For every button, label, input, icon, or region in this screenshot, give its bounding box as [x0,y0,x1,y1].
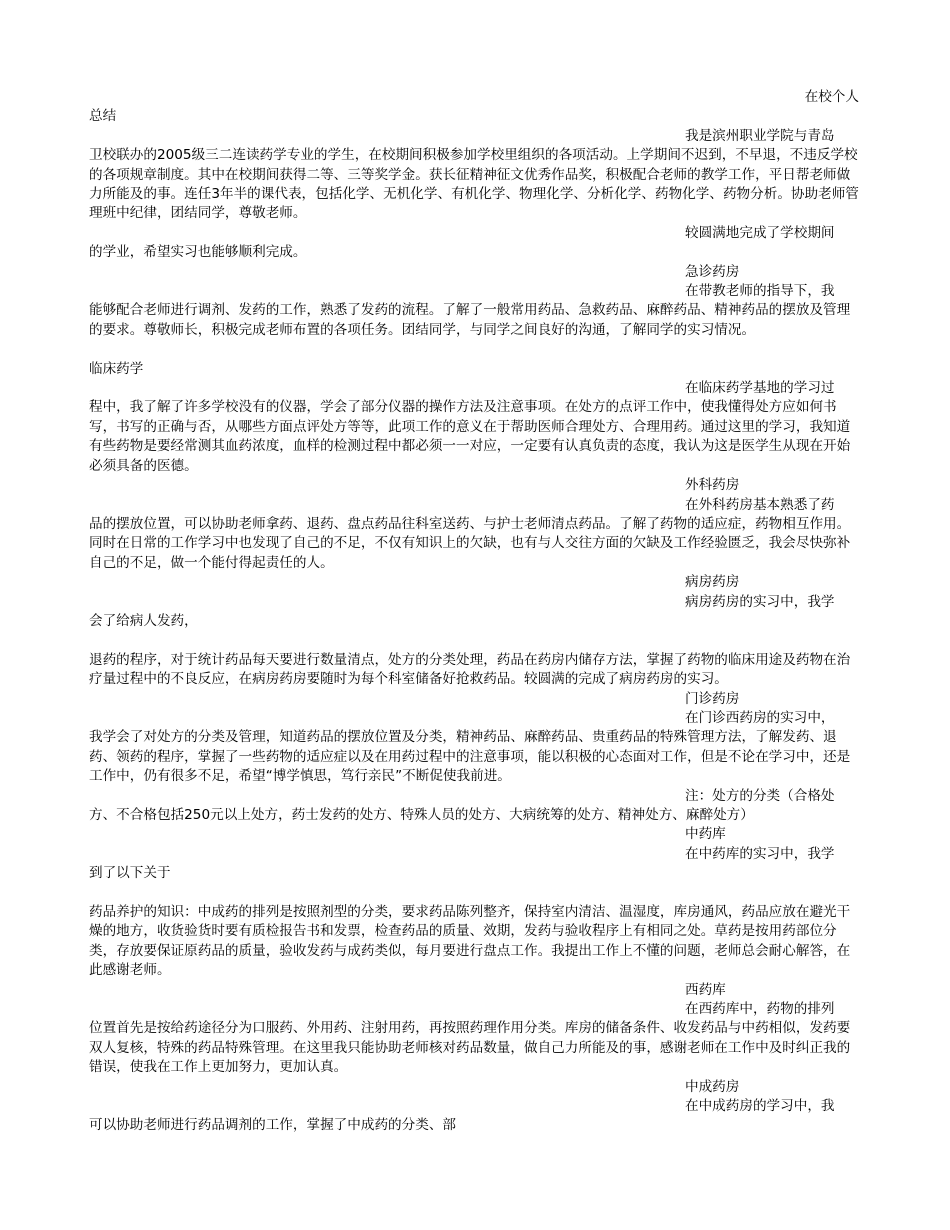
paragraph-body: 会了给病人发药， [89,612,198,629]
paragraph-body: 退药的程序，对于统计药品每天要进行数量清点，处方的分类处理，药品在药房内储存方法，掌握了药物的临床用途及药物在治疗量过程中的不良反应，在病房药房要随时为每个科室储备好抢救药品。较圆满的完成了病房药房的实习。 [89,651,851,688]
paragraph-lead: 注：处方的分类（合格处 [685,787,835,804]
paragraph-body: 的学业，希望实习也能够顺利完成。 [89,244,307,261]
paragraph-body: 品的摆放位置，可以协助老师拿药、退药、盘点药品往科室送药、与护士老师清点药品。了解了药物的适应症，药物相互作用。同时在日常的工作学习中也发现了自己的不足，不仅有知识上的欠缺，也有与人交往方面的欠缺及工作经验匮乏，我会尽快弥补自己的不足，做一个能付得起责任的人。 [89,515,851,571]
section-heading-tcm-store: 中药库 [685,826,726,843]
paragraph-lead: 较圆满地完成了学校期间 [685,224,835,241]
paragraph-body: 卫校联办的2005级三二连读药学专业的学生，在校期间积极参加学校里组织的各项活动。上学期间不迟到，不早退，不违反学校的各项规章制度。其中在校期间获得二等、三等奖学金。获长征精神征文优秀作品奖，积极配合老师的教学工作，平日帮老师做力所能及的事。连任3年半的课代表，包括化学、无机化学、有机化学、物理化学、分析化学、药物化学、药物分析。协助老师管理班中纪律，团结同学，尊敬老师。 [89,147,859,222]
paragraph-body: 位置首先是按给药途径分为口服药、外用药、注射用药，再按照药理作用分类。库房的储备条件、收发药品与中药相似，发药要双人复核，特殊的药品特殊管理。在这里我只能协助老师核对药品数量，做自己力所能及的事，感谢老师在工作中及时纠正我的错误，使我在工作上更加努力，更加认真。 [89,1020,851,1076]
title-part-1: 在校个人 [804,89,859,105]
paragraph-body: 可以协助老师进行药品调剂的工作，掌握了中成药的分类、部 [89,1117,457,1134]
paragraph-lead: 在门诊西药房的实习中， [685,709,835,726]
section-heading-western-store: 西药库 [685,981,726,998]
section-heading-surgical: 外科药房 [685,477,740,494]
document-body [89,88,859,1136]
blank-line [89,884,859,903]
paragraph-lead: 在中成药房的学习中，我 [685,1098,835,1115]
paragraph-body: 方、不合格包括250元以上处方，药士发药的处方、特殊人员的处方、大病统筹的处方、精神处方、麻醉处方） [89,807,754,823]
paragraph-lead: 我是滨州职业学院与青岛 [685,127,835,144]
paragraph-lead: 在带教老师的指导下，我 [685,283,835,300]
paragraph-body: 能够配合老师进行调剂、发药的工作，熟悉了发药的流程。了解了一般常用药品、急救药品、麻醉药品、精神药品的摆放及管理的要求。尊敬师长，积极完成老师布置的各项任务。团结同学，与同学之间良好的沟通，了解同学的实习情况。 [89,302,851,338]
paragraph-lead: 病房药房的实习中，我学 [685,593,835,610]
paragraph-lead: 在西药库中，药物的排列 [685,1001,835,1018]
section-heading-clinical: 临床药学 [89,360,144,377]
paragraph-body: 药品养护的知识：中成药的排列是按照剂型的分类，要求药品陈列整齐，保持室内清洁、温湿度，库房通风，药品应放在避光干燥的地方，收货验货时要有质检报告书和发票，检查药品的质量、效期，发药与验收程序上有相同之处。草药是按用药部位分类，存放要保证原药品的质量，验收发药与成药类似，每月要进行盘点工作。我提出工作上不懂的问题，老师总会耐心解答，在此感谢老师。 [89,904,851,979]
paragraph-lead: 在外科药房基本熟悉了药 [685,496,835,513]
section-heading-outpatient: 门诊药房 [685,690,740,707]
blank-line [89,340,859,359]
paragraph-body: 我学会了对处方的分类及管理，知道药品的摆放位置及分类，精神药品、麻醉药品、贵重药品的特殊管理方法，了解发药、退药、领药的程序，掌握了一些药物的适应症以及在用药过程中的注意事项，能以积极的心态面对工作，但是不论在学习中，还是工作中，仍有很多不足，希望“博学慎思，笃行亲民”不断促使我前进。 [89,729,851,785]
paragraph-body: 到了以下关于 [89,865,171,882]
paragraph-lead: 在临床药学基地的学习过 [685,380,835,397]
section-heading-emergency: 急诊药房 [685,263,740,280]
blank-line [89,631,859,650]
section-heading-ward: 病房药房 [685,574,740,591]
paragraph-body: 程中，我了解了许多学校没有的仪器，学会了部分仪器的操作方法及注意事项。在处方的点评工作中，使我懂得处方应如何书写，书写的正确与否，从哪些方面点评处方等等，此项工作的意义在于帮助医师合理处方、合理用药。通过这里的学习，我知道有些药物是要经常测其血药浓度，血样的检测过程中都必须一一对应，一定要有认真负责的态度，我认为这是医学生从现在开始必须具备的医德。 [89,399,851,474]
title-part-2: 总结 [89,108,117,125]
paragraph-lead: 在中药库的实习中，我学 [685,845,835,862]
section-heading-patent: 中成药房 [685,1078,740,1095]
